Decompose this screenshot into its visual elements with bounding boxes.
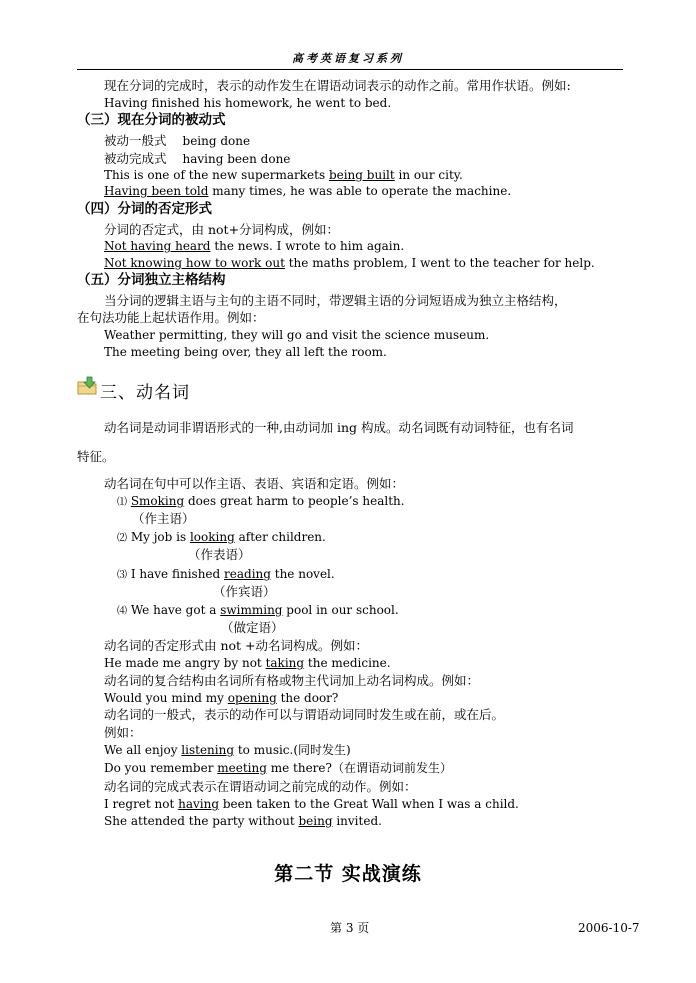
gerund-simple-eg: 例如： <box>104 725 142 740</box>
page-date: 2006-10-7 <box>578 921 640 935</box>
gerund-compound-desc: 动名词的复合结构由名词所有格或物主代词加上动名词构成。例如： <box>104 673 480 688</box>
text: been taken to the Great Wall when I was a child. <box>219 797 519 811</box>
list-item <box>117 529 326 547</box>
form-value: having been done <box>182 152 291 166</box>
underlined-phrase: reading <box>224 567 271 581</box>
underlined-phrase: looking <box>189 530 235 544</box>
text: to music.(同时发生) <box>234 743 351 757</box>
absolute-desc-1: 当分词的逻辑主语与主句的主语不同时，带逻辑主语的分词短语成为独立主格结构， <box>104 293 567 308</box>
role-label: （作表语） <box>188 547 251 562</box>
text: me there?（在谓语动词前发生） <box>266 761 452 775</box>
text: We have got a <box>130 603 221 617</box>
list-item <box>117 566 335 584</box>
text: the novel. <box>270 567 335 581</box>
list-item <box>117 493 405 511</box>
text: the medicine. <box>304 656 391 670</box>
text: in our city. <box>394 168 463 182</box>
gerund-intro-2: 特征。 <box>77 449 115 464</box>
form-label: 被动一般式 <box>104 133 167 148</box>
role-label: （作主语） <box>132 511 195 526</box>
text: Do you remember <box>104 761 218 775</box>
text: many times, he was able to operate the machine. <box>208 184 512 198</box>
text: He made me angry by not <box>104 656 266 670</box>
example-line: The meeting being over, they all left the room. <box>104 345 387 359</box>
page-header: 高考英语复习系列 <box>292 52 404 65</box>
form-value: being done <box>182 134 251 148</box>
passive-row-1 <box>104 132 250 149</box>
item-number: ⑶ <box>117 570 127 581</box>
form-label: 被动完成式 <box>104 151 167 166</box>
page-number: 第 3 页 <box>330 921 370 935</box>
gerund-perfect-desc: 动名词的完成式表示在谓语动词之前完成的动作。例如： <box>104 779 417 794</box>
underlined-phrase: opening <box>227 691 277 705</box>
list-item <box>117 602 399 620</box>
text: Would you mind my <box>104 691 228 705</box>
negative-desc: 分词的否定式，由 not+分词构成，例如： <box>104 222 340 237</box>
gerund-intro-1: 动名词是动词非谓语形式的一种,由动词加 ing 构成。动名词既有动词特征，也有名词 <box>104 420 574 435</box>
item-number: ⑴ <box>117 497 127 508</box>
example-line: Weather permitting, they will go and visit the science museum. <box>104 328 490 342</box>
item-number: ⑵ <box>117 533 127 544</box>
section-title-absolute: （五）分词独立主格结构 <box>77 272 226 288</box>
underlined-phrase: having <box>178 797 220 811</box>
example-line <box>104 813 382 829</box>
example-line <box>104 167 463 183</box>
gerund-negative-desc: 动名词的否定形式由 not +动名词构成。例如： <box>104 638 369 653</box>
text: after children. <box>234 530 326 544</box>
example-line <box>104 238 404 254</box>
absolute-desc-2: 在句法功能上起状语作用。例如： <box>77 310 265 325</box>
text: My job is <box>130 530 190 544</box>
example-line <box>104 255 595 271</box>
example-line: Having finished his homework, he went to bed. <box>104 96 392 110</box>
text: the news. I wrote to him again. <box>210 239 405 253</box>
underlined-phrase: Smoking <box>130 494 185 508</box>
example-line <box>104 742 351 758</box>
underlined-phrase: Having been told <box>104 184 209 198</box>
underlined-phrase: being built <box>328 168 395 182</box>
text: This is one of the new supermarkets <box>104 168 329 182</box>
underlined-phrase: meeting <box>217 761 267 775</box>
text: We all enjoy <box>104 743 182 757</box>
passive-row-2 <box>104 150 290 167</box>
gerund-simple-desc: 动名词的一般式，表示的动作可以与谓语动词同时发生或在前，或在后。 <box>104 707 505 722</box>
underlined-phrase: Not knowing how to work out <box>104 256 285 270</box>
text: I regret not <box>104 797 179 811</box>
example-line <box>104 796 519 812</box>
text: does great harm to people’s health. <box>184 494 405 508</box>
example-line <box>104 183 511 199</box>
text: the door? <box>276 691 339 705</box>
header-divider <box>77 69 623 70</box>
role-label: （作宾语） <box>213 584 276 599</box>
example-line <box>104 655 391 671</box>
underlined-phrase: Not having heard <box>104 239 211 253</box>
role-label: （做定语） <box>221 620 284 635</box>
section-title-passive: （三）现在分词的被动式 <box>77 112 226 128</box>
underlined-phrase: being <box>298 814 333 828</box>
perfect-participle-desc: 现在分词的完成时，表示的动作发生在谓语动词表示的动作之前。常用作状语。例如: <box>104 78 571 93</box>
section-2-title: 第二节 实战演练 <box>274 863 422 885</box>
text: She attended the party without <box>104 814 299 828</box>
underlined-phrase: taking <box>265 656 305 670</box>
section-title-negative: （四）分词的否定形式 <box>77 201 212 217</box>
text: pool in our school. <box>282 603 399 617</box>
folder-arrow-icon <box>77 376 97 396</box>
section-title-gerund: 三、动名词 <box>100 383 190 403</box>
text: I have finished <box>130 567 225 581</box>
underlined-phrase: listening <box>181 743 235 757</box>
example-line <box>104 760 452 776</box>
text: invited. <box>332 814 382 828</box>
item-number: ⑷ <box>117 606 127 617</box>
text: the maths problem, I went to the teacher for help. <box>284 256 595 270</box>
underlined-phrase: swimming <box>220 603 283 617</box>
example-line <box>104 690 338 706</box>
gerund-uses-desc: 动名词在句中可以作主语、表语、宾语和定语。例如： <box>104 476 405 491</box>
